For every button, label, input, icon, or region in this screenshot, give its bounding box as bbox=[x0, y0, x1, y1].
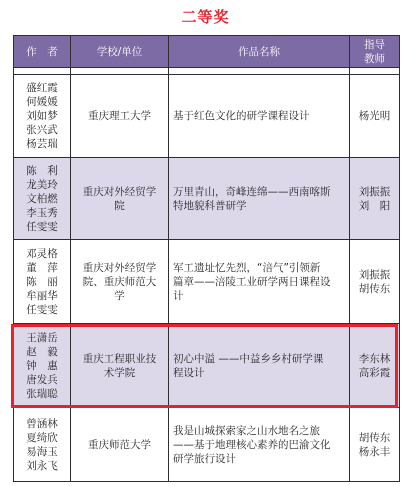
members-cell bbox=[14, 158, 71, 240]
work-title-text: 万里青山，奇峰连绵——西南喀斯 bbox=[173, 185, 331, 198]
member-name: 何媛媛 bbox=[26, 96, 58, 108]
work-title-text: ——基于地理核心素养的巴渝文化 bbox=[173, 438, 331, 451]
advisor-cell bbox=[350, 240, 400, 324]
work-title-cell bbox=[169, 75, 350, 158]
school-text: 院 bbox=[114, 199, 125, 212]
members-cell bbox=[14, 240, 71, 324]
advisor-cell bbox=[350, 408, 400, 482]
member-name: 唐发兵 bbox=[26, 373, 58, 386]
members-cell bbox=[14, 324, 71, 408]
member-name: 任雯雯 bbox=[26, 303, 58, 316]
member-name: 夏绮欣 bbox=[26, 431, 58, 444]
award-level-title: 二等奖 bbox=[181, 8, 230, 26]
table-row bbox=[14, 75, 400, 158]
member-name: 易海玉 bbox=[26, 445, 58, 458]
school-text: 术学院 bbox=[103, 366, 136, 379]
member-name: 牟丽华 bbox=[26, 289, 58, 302]
member-name: 王潇岳 bbox=[26, 331, 58, 344]
advisor-name: 高彩霞 bbox=[358, 366, 391, 379]
table-spacer-row bbox=[14, 68, 400, 75]
member-name: 赵 毅 bbox=[26, 345, 58, 358]
work-title-text: 程设计 bbox=[173, 366, 205, 379]
member-name: 曾涵林 bbox=[26, 417, 58, 430]
advisor-name: 杨永丰 bbox=[358, 445, 391, 458]
member-name: 邓灵格 bbox=[26, 247, 58, 260]
school-text: 重庆师范大学 bbox=[88, 438, 151, 451]
members-cell bbox=[14, 75, 71, 158]
school-text: 重庆理工大学 bbox=[88, 110, 151, 122]
header-advisor-line: 指导 bbox=[364, 38, 385, 51]
advisor-name: 李东林 bbox=[358, 352, 391, 365]
member-name: 刘如梦 bbox=[26, 110, 58, 122]
member-name: 杨芸瑞 bbox=[26, 138, 58, 150]
member-name: 陈 利 bbox=[26, 164, 58, 177]
work-title-text: 基于红色文化的研学课程设计 bbox=[173, 110, 310, 122]
work-title-cell bbox=[169, 324, 350, 408]
school-cell bbox=[71, 324, 169, 408]
advisor-name: 杨光明 bbox=[358, 110, 391, 122]
school-text: 重庆对外经贸学 bbox=[82, 261, 157, 274]
work-title-text: 研学旅行设计 bbox=[173, 452, 236, 465]
header-advisor bbox=[350, 36, 400, 68]
advisor-name: 胡传东 bbox=[358, 431, 391, 444]
header-members: 作 者 bbox=[14, 36, 71, 68]
work-title-cell bbox=[169, 158, 350, 240]
members-cell bbox=[14, 408, 71, 482]
work-title-cell bbox=[169, 240, 350, 324]
work-title-text: 篇章——涪陵工业研学两日课程设 bbox=[173, 275, 331, 288]
advisor-name: 刘 阳 bbox=[358, 199, 391, 212]
work-title-text: 计 bbox=[173, 289, 184, 302]
member-name: 盛红霞 bbox=[26, 82, 58, 94]
school-cell bbox=[71, 158, 169, 240]
school-text: 院、重庆师范大 bbox=[82, 275, 157, 288]
member-name: 陈 丽 bbox=[26, 275, 58, 288]
table-row bbox=[14, 408, 400, 482]
work-title-text: 我是山城探索家之山水地名之旅 bbox=[173, 424, 320, 437]
awards-table bbox=[13, 35, 400, 482]
table-row bbox=[14, 158, 400, 240]
member-name: 李玉秀 bbox=[26, 206, 58, 219]
school-text: 学 bbox=[114, 289, 125, 302]
member-name: 任雯雯 bbox=[26, 220, 58, 233]
school-text: 重庆对外经贸学 bbox=[82, 185, 157, 198]
advisor-name: 刘振振 bbox=[358, 185, 391, 198]
member-name: 张兴武 bbox=[26, 124, 58, 136]
member-name: 刘永飞 bbox=[26, 459, 58, 472]
member-name: 文柏燃 bbox=[26, 192, 58, 205]
header-school: 学校/单位 bbox=[71, 36, 169, 68]
advisor-name: 刘振振 bbox=[358, 268, 391, 281]
member-name: 张瑞聪 bbox=[26, 387, 58, 400]
school-cell bbox=[71, 408, 169, 482]
table-row bbox=[14, 240, 400, 324]
work-title-text: 特地貌科普研学 bbox=[173, 199, 247, 212]
member-name: 龙美玲 bbox=[26, 178, 58, 191]
advisor-cell bbox=[350, 75, 400, 158]
header-work: 作品名称 bbox=[169, 36, 350, 68]
school-text: 重庆工程职业技 bbox=[82, 352, 157, 365]
advisor-cell bbox=[350, 324, 400, 408]
work-title-text: 初心中溢 ——中益乡乡村研学课 bbox=[173, 352, 324, 365]
advisor-cell bbox=[350, 158, 400, 240]
member-name: 钟 惠 bbox=[26, 359, 58, 372]
school-cell bbox=[71, 75, 169, 158]
school-cell bbox=[71, 240, 169, 324]
table-row bbox=[14, 324, 400, 408]
work-title-text: 军工遗址忆先烈，“涪气”引领新 bbox=[173, 261, 321, 274]
table-header-row bbox=[14, 36, 400, 68]
header-advisor-line: 教师 bbox=[364, 52, 385, 65]
member-name: 董 萍 bbox=[26, 261, 58, 274]
advisor-name: 胡传东 bbox=[358, 282, 391, 295]
work-title-cell bbox=[169, 408, 350, 482]
